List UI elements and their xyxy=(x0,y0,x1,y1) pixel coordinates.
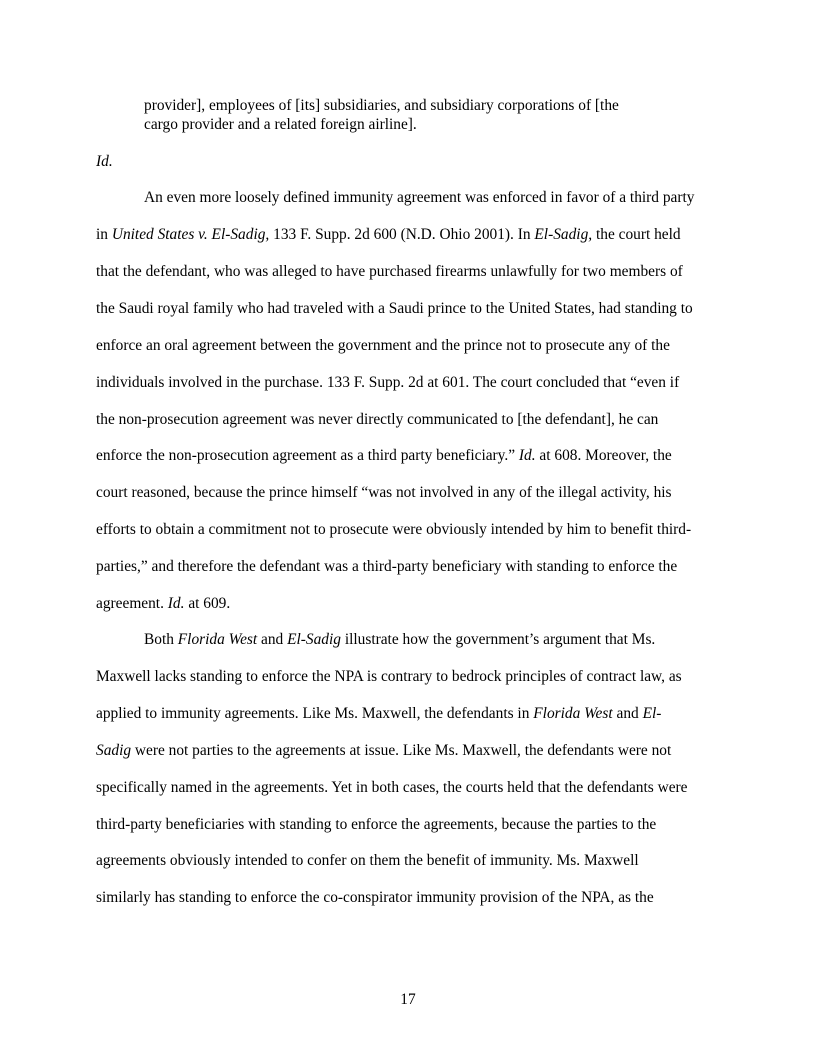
paragraph-line: parties,” and therefore the defendant was a third-party beneficiary with standing to enforce the xyxy=(96,558,678,575)
paragraph-line: that the defendant, who was alleged to have purchased firearms unlawfully for two members of xyxy=(96,263,683,280)
paragraph-line: in United States v. El-Sadig, 133 F. Supp. 2d 600 (N.D. Ohio 2001). In El-Sadig, the court held xyxy=(96,226,681,243)
paragraph-line: agreement. Id. at 609. xyxy=(96,595,231,612)
paragraph-line: court reasoned, because the prince himself “was not involved in any of the illegal activity, his xyxy=(96,484,672,501)
paragraph-line: individuals involved in the purchase. 133 F. Supp. 2d at 601. The court concluded that “even if xyxy=(96,374,680,391)
paragraph-line: enforce an oral agreement between the government and the prince not to prosecute any of the xyxy=(96,337,670,354)
case-name: El- xyxy=(642,705,662,722)
paragraph-line: agreements obviously intended to confer on them the benefit of immunity. Ms. Maxwell xyxy=(96,852,639,869)
paragraph-line: Sadig were not parties to the agreements at issue. Like Ms. Maxwell, the defendants were not xyxy=(96,742,672,759)
case-name: Sadig xyxy=(96,742,132,759)
case-name: El-Sadig xyxy=(287,631,341,648)
paragraph-line: Both Florida West and El-Sadig illustrate how the government’s argument that Ms. xyxy=(144,631,656,648)
case-name: United States v. El-Sadig, xyxy=(111,226,270,243)
page-number: 17 xyxy=(400,991,416,1008)
paragraph-line: An even more loosely defined immunity agreement was enforced in favor of a third party xyxy=(144,189,695,206)
paragraph-line: specifically named in the agreements. Yet in both cases, the courts held that the defendants were xyxy=(96,779,688,796)
paragraph-line: applied to immunity agreements. Like Ms. Maxwell, the defendants in Florida West and El- xyxy=(96,705,662,722)
paragraph-line: the non-prosecution agreement was never directly communicated to [the defendant], he can xyxy=(96,411,659,428)
paragraph-line: Maxwell lacks standing to enforce the NPA is contrary to bedrock principles of contract law, as xyxy=(96,668,682,685)
paragraph-line: similarly has standing to enforce the co-conspirator immunity provision of the NPA, as the xyxy=(96,889,654,906)
paragraph-line: third-party beneficiaries with standing to enforce the agreements, because the parties to the xyxy=(96,816,657,833)
block-quote-line: cargo provider and a related foreign airline]. xyxy=(144,116,417,133)
case-name: El-Sadig, xyxy=(534,226,593,243)
case-name: Florida West xyxy=(177,631,258,648)
paragraph-line: the Saudi royal family who had traveled with a Saudi prince to the United States, had standing to xyxy=(96,300,693,317)
citation: Id. xyxy=(96,153,113,170)
case-name: Florida West xyxy=(533,705,613,722)
paragraph-line: enforce the non-prosecution agreement as a third party beneficiary.” Id. at 608. Moreover, the xyxy=(96,447,672,464)
paragraph-line: efforts to obtain a commitment not to prosecute were obviously intended by him to benefit third- xyxy=(96,521,692,538)
block-quote-line: provider], employees of [its] subsidiaries, and subsidiary corporations of [the xyxy=(144,97,619,114)
